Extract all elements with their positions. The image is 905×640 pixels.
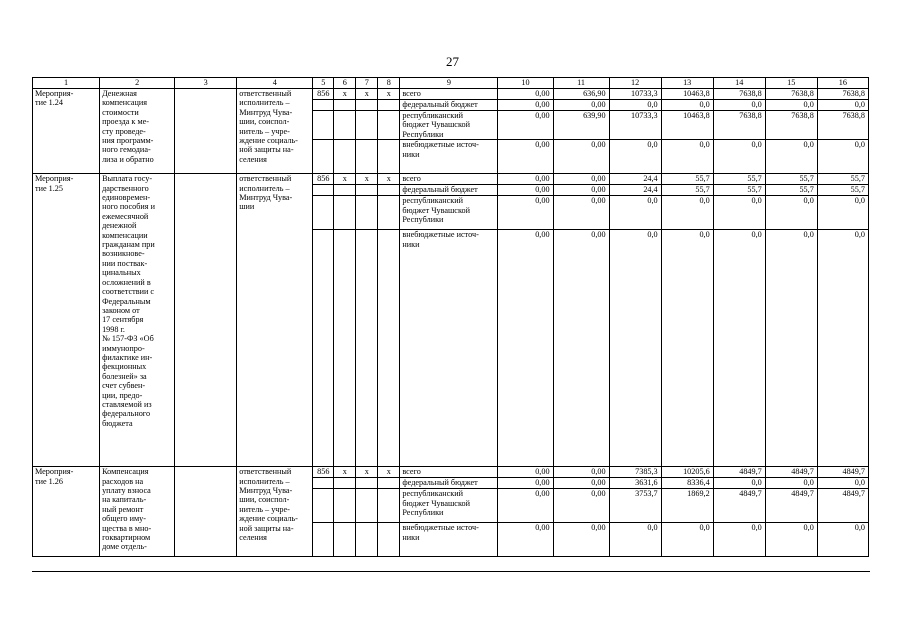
amount-cell <box>765 489 817 523</box>
amount-cell <box>765 478 817 489</box>
amount-cell-text: 55,7 <box>850 174 865 184</box>
amount-cell-text: 0,00 <box>535 100 550 109</box>
code-cell-text: x <box>386 89 391 98</box>
amount-cell-text: 0,00 <box>591 523 606 533</box>
amount-cell <box>661 478 713 489</box>
amount-cell-text: 0,00 <box>535 89 550 98</box>
header-cell: 13 <box>661 78 713 89</box>
amount-cell-text: 0,0 <box>699 196 710 206</box>
column-3-cell <box>175 89 237 174</box>
amount-cell-text: 0,0 <box>647 140 658 150</box>
header-cell: 3 <box>175 78 237 89</box>
amount-cell-text: 7638,8 <box>842 89 865 98</box>
code-cell <box>378 523 400 557</box>
amount-cell-text: 24,4 <box>643 174 658 184</box>
amount-cell-text: 7385,3 <box>635 467 658 477</box>
amount-cell <box>765 111 817 140</box>
amount-cell-text: 0,0 <box>803 523 814 533</box>
funding-source-cell-text: федеральный бюджет <box>402 185 478 195</box>
amount-cell <box>553 89 609 100</box>
amount-cell-text: 7638,8 <box>842 111 865 120</box>
event-name-cell-text: Мероприя- тие 1.25 <box>35 174 74 193</box>
amount-cell <box>661 140 713 174</box>
code-cell-text: 856 <box>317 174 330 184</box>
amount-cell-text: 0,00 <box>535 185 550 195</box>
amount-cell-text: 0,0 <box>751 196 762 206</box>
amount-cell-text: 10733,3 <box>631 111 658 120</box>
header-cell: 10 <box>498 78 553 89</box>
funding-source-cell-text: всего <box>402 467 421 477</box>
code-cell-text: 856 <box>317 89 330 98</box>
amount-cell <box>817 489 868 523</box>
amount-cell-text: 4849,7 <box>739 467 762 477</box>
code-cell <box>334 489 356 523</box>
amount-cell-text: 0,00 <box>591 489 606 499</box>
amount-cell <box>713 185 765 196</box>
amount-cell-text: 4849,7 <box>791 489 814 499</box>
amount-cell-text: 4849,7 <box>739 489 762 499</box>
code-cell <box>356 185 378 196</box>
amount-cell <box>817 467 868 478</box>
amount-cell-text: 55,7 <box>695 185 710 195</box>
funding-source-cell <box>400 100 498 111</box>
header-cell: 9 <box>400 78 498 89</box>
amount-cell <box>661 489 713 523</box>
amount-cell <box>713 111 765 140</box>
code-cell-text: x <box>364 89 369 98</box>
amount-cell-text: 0,0 <box>854 196 865 206</box>
funding-source-cell <box>400 467 498 478</box>
amount-cell-text: 0,00 <box>591 196 606 206</box>
amount-cell-text: 7638,8 <box>791 111 814 120</box>
amount-cell-text: 0,00 <box>535 196 550 206</box>
amount-cell <box>765 467 817 478</box>
amount-cell-text: 0,0 <box>803 478 814 488</box>
amount-cell-text: 4849,7 <box>842 489 865 499</box>
amount-cell <box>661 523 713 557</box>
code-cell <box>313 489 334 523</box>
amount-cell <box>609 100 661 111</box>
code-cell <box>334 111 356 140</box>
code-cell <box>356 230 378 467</box>
funding-source-cell-text: внебюджетные источ- ники <box>402 140 479 159</box>
header-cell: 6 <box>334 78 356 89</box>
table-row <box>33 174 869 185</box>
code-cell <box>378 89 400 100</box>
code-cell <box>313 467 334 478</box>
header-cell: 7 <box>356 78 378 89</box>
header-cell: 8 <box>378 78 400 89</box>
funding-source-cell <box>400 174 498 185</box>
code-cell <box>334 230 356 467</box>
header-cell: 1 <box>33 78 100 89</box>
amount-cell-text: 0,0 <box>803 140 814 150</box>
amount-cell <box>609 111 661 140</box>
code-cell <box>334 185 356 196</box>
amount-cell-text: 0,0 <box>699 523 710 533</box>
amount-cell-text: 0,0 <box>751 230 762 240</box>
amount-cell <box>661 185 713 196</box>
amount-cell <box>553 111 609 140</box>
funding-source-cell <box>400 185 498 196</box>
amount-cell-text: 0,0 <box>751 100 762 109</box>
code-cell <box>313 523 334 557</box>
funding-source-cell <box>400 478 498 489</box>
amount-cell <box>553 489 609 523</box>
code-cell <box>313 111 334 140</box>
amount-cell-text: 10463,8 <box>683 111 710 120</box>
code-cell-text: x <box>342 467 347 477</box>
code-cell <box>356 140 378 174</box>
event-name-cell-text: Мероприя- тие 1.24 <box>35 89 74 108</box>
table-row <box>33 467 869 478</box>
event-description-cell <box>100 89 175 174</box>
code-cell <box>356 478 378 489</box>
header-cell: 2 <box>100 78 175 89</box>
code-cell <box>313 140 334 174</box>
code-cell <box>334 523 356 557</box>
code-cell <box>334 478 356 489</box>
amount-cell <box>817 174 868 185</box>
code-cell <box>313 478 334 489</box>
amount-cell <box>765 100 817 111</box>
header-row <box>33 78 869 89</box>
funding-source-cell-text: всего <box>402 174 421 184</box>
code-cell <box>356 523 378 557</box>
amount-cell-text: 0,00 <box>535 111 550 120</box>
amount-cell-text: 10205,6 <box>683 467 710 477</box>
executor-cell <box>237 467 313 557</box>
page-number: 27 <box>446 54 459 69</box>
amount-cell-text: 7638,8 <box>739 111 762 120</box>
amount-cell-text: 0,0 <box>803 100 814 109</box>
header-cell: 12 <box>609 78 661 89</box>
code-cell <box>378 196 400 230</box>
amount-cell <box>765 185 817 196</box>
amount-cell-text: 0,0 <box>751 523 762 533</box>
code-cell <box>313 89 334 100</box>
amount-cell <box>553 185 609 196</box>
funding-source-cell-text: федеральный бюджет <box>402 478 478 488</box>
amount-cell <box>553 523 609 557</box>
amount-cell-text: 0,00 <box>591 140 606 150</box>
amount-cell <box>609 478 661 489</box>
amount-cell <box>661 196 713 230</box>
code-cell-text: x <box>342 174 347 184</box>
amount-cell-text: 0,00 <box>591 174 606 184</box>
amount-cell <box>498 467 553 478</box>
amount-cell-text: 0,00 <box>535 467 550 477</box>
code-cell <box>378 467 400 478</box>
table-row <box>33 89 869 100</box>
amount-cell <box>713 489 765 523</box>
code-cell <box>378 174 400 185</box>
amount-cell-text: 55,7 <box>850 185 865 195</box>
amount-cell <box>661 467 713 478</box>
amount-cell-text: 0,00 <box>535 140 550 150</box>
event-description-cell <box>100 467 175 557</box>
code-cell <box>334 100 356 111</box>
header-cell: 5 <box>313 78 334 89</box>
amount-cell-text: 0,00 <box>535 230 550 240</box>
amount-cell <box>498 185 553 196</box>
code-cell <box>356 100 378 111</box>
amount-cell <box>498 100 553 111</box>
event-description-cell-text: Денежная компенсация стоимости проезда к ме- сту проведе- ния программ- ного гемодиа- лиза и обратно <box>102 89 154 164</box>
amount-cell <box>609 89 661 100</box>
code-cell-text: x <box>364 467 369 477</box>
amount-cell-text: 0,0 <box>647 523 658 533</box>
amount-cell <box>553 196 609 230</box>
amount-cell-text: 3753,7 <box>635 489 658 499</box>
code-cell <box>334 196 356 230</box>
code-cell <box>378 140 400 174</box>
amount-cell <box>498 523 553 557</box>
amount-cell <box>661 89 713 100</box>
amount-cell-text: 55,7 <box>799 185 814 195</box>
amount-cell <box>765 89 817 100</box>
amount-cell-text: 1869,2 <box>687 489 710 499</box>
amount-cell <box>817 230 868 467</box>
code-cell <box>356 489 378 523</box>
amount-cell <box>817 140 868 174</box>
code-cell <box>313 174 334 185</box>
code-cell-text: x <box>342 89 347 98</box>
amount-cell-text: 10463,8 <box>683 89 710 98</box>
amount-cell <box>553 478 609 489</box>
amount-cell <box>817 478 868 489</box>
amount-cell <box>817 100 868 111</box>
amount-cell-text: 0,0 <box>803 230 814 240</box>
amount-cell <box>553 230 609 467</box>
code-cell <box>313 185 334 196</box>
amount-cell-text: 55,7 <box>799 174 814 184</box>
amount-cell-text: 0,0 <box>854 478 865 488</box>
amount-cell <box>498 89 553 100</box>
amount-cell-text: 639,90 <box>583 111 606 120</box>
code-cell <box>334 89 356 100</box>
code-cell <box>313 196 334 230</box>
amount-cell-text: 0,0 <box>854 230 865 240</box>
code-cell <box>334 467 356 478</box>
executor-cell <box>237 89 313 174</box>
event-description-cell-text: Выплата госу- дарственного единовремен- ного пособия и ежемесячной денежной компенсации гражданам при возникнове- нии поствак- цинальных осложнений в соответствии с Федеральным законом от 17 сентября 1998 г. № 157-ФЗ «Об иммунопро- филактике ин- фекционных болезней» за счет субвен- ции, предо- ставляемой из федерального бюджета <box>102 174 155 428</box>
amount-cell <box>817 185 868 196</box>
column-3-cell <box>175 174 237 467</box>
amount-cell <box>498 489 553 523</box>
code-cell-text: x <box>364 174 369 184</box>
amount-cell-text: 0,0 <box>699 100 710 109</box>
amount-cell-text: 0,0 <box>699 140 710 150</box>
code-cell <box>334 140 356 174</box>
amount-cell <box>661 174 713 185</box>
funding-source-cell <box>400 230 498 467</box>
amount-cell <box>713 140 765 174</box>
code-cell <box>356 89 378 100</box>
code-cell <box>334 174 356 185</box>
amount-cell <box>498 111 553 140</box>
budget-table <box>32 77 869 557</box>
amount-cell-text: 7638,8 <box>739 89 762 98</box>
amount-cell-text: 0,0 <box>854 523 865 533</box>
amount-cell <box>713 478 765 489</box>
event-name-cell <box>33 89 100 174</box>
amount-cell <box>765 140 817 174</box>
amount-cell <box>817 523 868 557</box>
amount-cell-text: 7638,8 <box>791 89 814 98</box>
amount-cell <box>713 89 765 100</box>
amount-cell-text: 0,0 <box>854 140 865 150</box>
amount-cell-text: 0,00 <box>535 478 550 488</box>
amount-cell-text: 0,00 <box>535 174 550 184</box>
amount-cell-text: 55,7 <box>747 174 762 184</box>
amount-cell <box>609 467 661 478</box>
amount-cell-text: 0,00 <box>591 478 606 488</box>
amount-cell-text: 0,0 <box>854 100 865 109</box>
code-cell <box>378 111 400 140</box>
amount-cell <box>498 230 553 467</box>
funding-source-cell-text: всего <box>402 89 421 98</box>
code-cell-text: x <box>386 467 391 477</box>
code-cell <box>378 100 400 111</box>
header-cell: 4 <box>237 78 313 89</box>
amount-cell-text: 0,0 <box>751 140 762 150</box>
code-cell <box>313 100 334 111</box>
amount-cell <box>713 467 765 478</box>
amount-cell-text: 0,0 <box>803 196 814 206</box>
amount-cell <box>498 478 553 489</box>
amount-cell-text: 0,0 <box>699 230 710 240</box>
code-cell <box>378 478 400 489</box>
event-name-cell <box>33 467 100 557</box>
amount-cell <box>609 140 661 174</box>
event-description-cell-text: Компенсация расходов на уплату взноса на капиталь- ный ремонт общего иму- щества в мно- гоквартирном доме отдель- <box>102 467 152 552</box>
amount-cell <box>713 100 765 111</box>
amount-cell-text: 4849,7 <box>791 467 814 477</box>
amount-cell <box>713 196 765 230</box>
amount-cell-text: 0,00 <box>591 467 606 477</box>
code-cell-text: 856 <box>317 467 330 477</box>
event-name-cell <box>33 174 100 467</box>
amount-cell <box>609 174 661 185</box>
amount-cell-text: 24,4 <box>643 185 658 195</box>
executor-cell-text: ответственный исполнитель – Минтруд Чува- шии, соиспол- нитель – учре- ждение социаль- ной защиты на- селения <box>239 467 298 543</box>
amount-cell <box>817 111 868 140</box>
amount-cell-text: 636,90 <box>583 89 606 98</box>
amount-cell <box>498 174 553 185</box>
amount-cell-text: 0,0 <box>647 196 658 206</box>
amount-cell <box>765 523 817 557</box>
amount-cell <box>553 174 609 185</box>
amount-cell-text: 10733,3 <box>631 89 658 98</box>
header-cell: 14 <box>713 78 765 89</box>
amount-cell-text: 0,00 <box>591 230 606 240</box>
column-3-cell <box>175 467 237 557</box>
funding-source-cell-text: внебюджетные источ- ники <box>402 230 479 249</box>
amount-cell <box>498 196 553 230</box>
code-cell-text: x <box>386 174 391 184</box>
code-cell <box>313 230 334 467</box>
amount-cell <box>817 89 868 100</box>
code-cell <box>356 174 378 185</box>
event-description-cell <box>100 174 175 467</box>
code-cell <box>378 185 400 196</box>
amount-cell <box>661 100 713 111</box>
amount-cell-text: 0,0 <box>647 100 658 109</box>
amount-cell-text: 55,7 <box>747 185 762 195</box>
amount-cell-text: 0,00 <box>591 100 606 109</box>
executor-cell-text: ответственный исполнитель – Минтруд Чува- шии <box>239 174 293 212</box>
amount-cell <box>713 230 765 467</box>
amount-cell-text: 8336,4 <box>687 478 710 488</box>
amount-cell-text: 3631,6 <box>635 478 658 488</box>
table-bottom-rule <box>32 571 870 572</box>
funding-source-cell <box>400 489 498 523</box>
amount-cell-text: 55,7 <box>695 174 710 184</box>
amount-cell-text: 0,00 <box>591 185 606 195</box>
amount-cell <box>498 140 553 174</box>
amount-cell <box>765 230 817 467</box>
executor-cell-text: ответственный исполнитель – Минтруд Чува- шии, соиспол- нитель – учре- ждение социаль- ной защиты на- селения <box>239 89 298 164</box>
amount-cell <box>553 467 609 478</box>
amount-cell <box>661 230 713 467</box>
amount-cell <box>713 174 765 185</box>
amount-cell <box>765 174 817 185</box>
code-cell <box>356 196 378 230</box>
funding-source-cell-text: внебюджетные источ- ники <box>402 523 479 542</box>
amount-cell <box>713 523 765 557</box>
amount-cell <box>609 523 661 557</box>
amount-cell <box>609 230 661 467</box>
header-cell: 15 <box>765 78 817 89</box>
funding-source-cell <box>400 111 498 140</box>
amount-cell-text: 0,00 <box>535 489 550 499</box>
amount-cell <box>609 489 661 523</box>
amount-cell <box>609 196 661 230</box>
amount-cell <box>553 100 609 111</box>
funding-source-cell <box>400 523 498 557</box>
amount-cell-text: 0,0 <box>751 478 762 488</box>
funding-source-cell-text: республиканский бюджет Чувашской Республики <box>402 196 470 225</box>
funding-source-cell <box>400 140 498 174</box>
code-cell <box>378 230 400 467</box>
amount-cell <box>817 196 868 230</box>
funding-source-cell-text: республиканский бюджет Чувашской Республики <box>402 111 470 139</box>
amount-cell-text: 4849,7 <box>842 467 865 477</box>
funding-source-cell-text: республиканский бюджет Чувашской Республики <box>402 489 470 518</box>
executor-cell <box>237 174 313 467</box>
event-name-cell-text: Мероприя- тие 1.26 <box>35 467 74 486</box>
amount-cell <box>765 196 817 230</box>
funding-source-cell-text: федеральный бюджет <box>402 100 478 109</box>
amount-cell-text: 0,00 <box>535 523 550 533</box>
code-cell <box>378 489 400 523</box>
code-cell <box>356 467 378 478</box>
code-cell <box>356 111 378 140</box>
header-cell: 16 <box>817 78 868 89</box>
funding-source-cell <box>400 89 498 100</box>
header-cell: 11 <box>553 78 609 89</box>
amount-cell <box>661 111 713 140</box>
funding-source-cell <box>400 196 498 230</box>
amount-cell <box>553 140 609 174</box>
amount-cell <box>609 185 661 196</box>
amount-cell-text: 0,0 <box>647 230 658 240</box>
